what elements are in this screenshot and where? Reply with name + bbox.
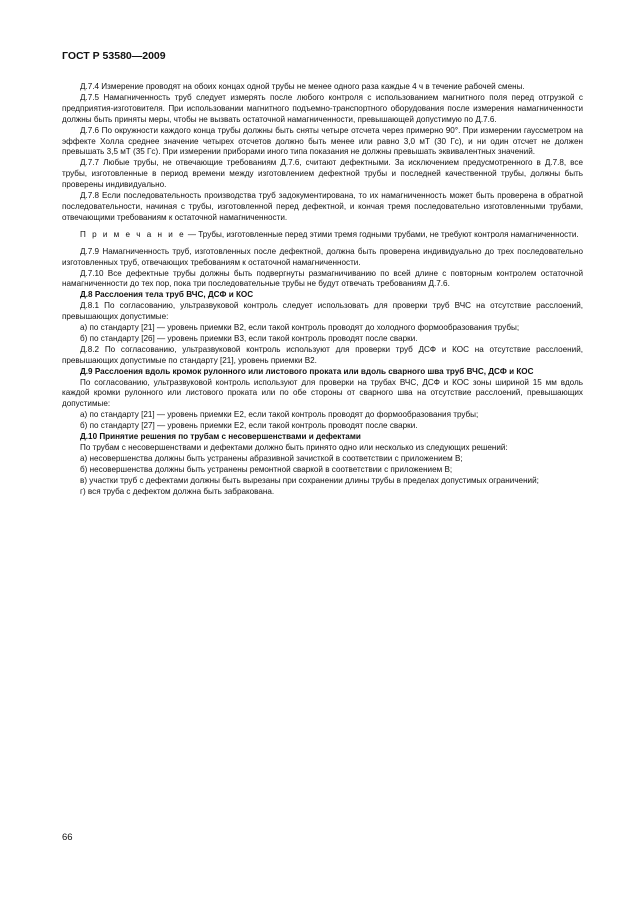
document-header: ГОСТ Р 53580—2009	[62, 50, 166, 62]
list-item-d10-a: а) несовершенства должны быть устранены абразивной зачисткой в соответствии с приложением В;	[80, 453, 463, 463]
note-text: — Трубы, изготовленные перед этими тремя годными трубами, не требуют контроля намагниченности.	[185, 229, 579, 239]
page-number: 66	[62, 832, 73, 843]
paragraph-d7-6: Д.7.6 По окружности каждого конца трубы должны быть сняты четыре отсчета через примерно 90°. При измерении гауссметром на эффекте Холла среднее значение четырех отсчетов должно быть менее или равно 3,0 мТ (30 Гс), и ни один отсчет не должен превышать 3,5 мТ (35 Гс). При измерении приборами иного типа показания не должны превышать эквивалентных значений.	[62, 125, 583, 157]
paragraph-d7-10: Д.7.10 Все дефектные трубы должны быть подвергнуты размагничиванию по всей длине с повторным контролем остаточной намагниченности до тех пор, пока три последовательные трубы не будут отвечать требованиям Д.7.6.	[62, 268, 583, 289]
paragraph-d10: По трубам с несовершенствами и дефектами должно быть принято одно или несколько из следующих решений:	[80, 443, 508, 452]
list-item-d9-a: а) по стандарту [21] — уровень приемки Е2, если такой контроль проводят до формообразования трубы;	[80, 410, 479, 420]
paragraph-d8-1: Д.8.1 По согласованию, ультразвуковой контроль следует использовать для проверки труб ВЧС на отсутствие расслоений, превышающих допустимые:	[62, 301, 583, 322]
paragraph-d7-7: Д.7.7 Любые трубы, не отвечающие требованиям Д.7.6, считают дефектными. За исключением предусмотренного в Д.7.8, все трубы, изготовленные в период времени между изготовлением дефектной трубы и последней качественной трубы, должны быть проверены индивидуально.	[62, 158, 583, 190]
list-item-d10-c: в) участки труб с дефектами должны быть вырезаны при сохранении длины трубы в пределах допустимых ограничений;	[80, 475, 539, 485]
heading-d8: Д.8 Расслоения тела труб ВЧС, ДСФ и КОС	[80, 290, 254, 300]
list-item-d10-d: г) вся труба с дефектом должна быть забракована.	[80, 486, 275, 496]
paragraph-d7-8: Д.7.8 Если последовательность производства труб задокументирована, то их намагниченность может быть проверена в обратной последовательности, начиная с трубы, изготовленной перед дефектной, и кончая тремя последовательно изготовленными трубами, отвечающими требованиям к остаточной намагниченности.	[62, 191, 583, 222]
list-item-d8-b: б) по стандарту [26] — уровень приемки В3, если такой контроль проводят после сварки.	[80, 333, 418, 343]
paragraph-d8-2: Д.8.2 По согласованию, ультразвуковой контроль используют для проверки труб ДСФ и КОС на отсутствие расслоений, превышающих допустимые по стандарту [21], уровень приемки В2.	[62, 344, 583, 365]
paragraph-d7-5: Д.7.5 Намагниченность труб следует измерять после любого контроля с использованием магнитного поля перед отгрузкой с предприятия-изготовителя. При использовании магнитного подъемно-транспортного оборудования после измерения намагниченности должны быть приняты меры, чтобы не вызвать остаточной намагниченности, превышающей допустимую по Д.7.6.	[62, 92, 583, 124]
list-item-d9-b: б) по стандарту [27] — уровень приемки Е2, если такой контроль проводят после сварки.	[80, 421, 418, 431]
heading-d9: Д.9 Расслоения вдоль кромок рулонного или листового проката или вдоль сварного шва труб ВЧС, ДСФ и КОС	[80, 366, 534, 376]
list-item-d8-a: а) по стандарту [21] — уровень приемки В2, если такой контроль проводят до холодного формообразования трубы;	[80, 323, 520, 333]
list-item-d10-b: б) несовершенства должны быть устранены ремонтной сваркой в соответствии с приложением В;	[80, 464, 453, 474]
paragraph-d9: По согласованию, ультразвуковой контроль используют для проверки на трубах ВЧС, ДСФ и КОС зоны шириной 15 мм вдоль каждой кромки рулонного или листового проката или по обе стороны от сварного шва на отсутствие расслоений, превышающих допустимые:	[62, 377, 583, 409]
note	[62, 230, 583, 241]
page-body	[62, 82, 583, 498]
heading-d10: Д.10 Принятие решения по трубам с несовершенствами и дефектами	[80, 432, 361, 442]
paragraph-d7-4: Д.7.4 Измерение проводят на обоих концах одной трубы не менее одного раза каждые 4 ч в течение рабочей смены.	[80, 82, 525, 91]
note-label: П р и м е ч а н и е	[80, 229, 186, 239]
paragraph-d7-9: Д.7.9 Намагниченность труб, изготовленных после дефектной, должна быть проверена индивидуально до трех последовательно изготовленных труб, отвечающих требованиям к остаточной намагниченности.	[62, 246, 583, 267]
